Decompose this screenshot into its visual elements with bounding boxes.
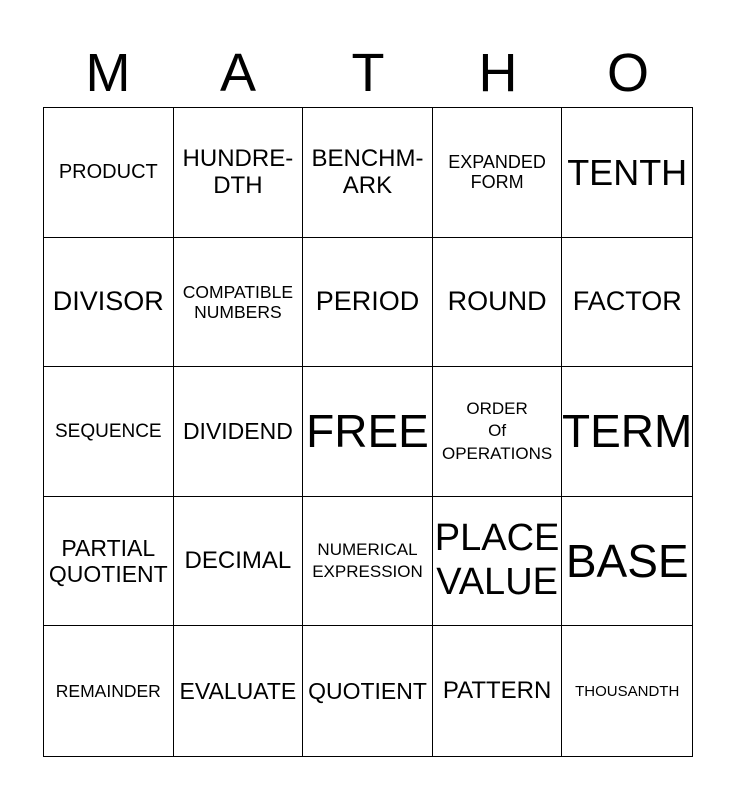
cell-label: DECIMAL <box>184 547 292 575</box>
cell-label: ORDER Of OPERATIONS <box>441 399 553 463</box>
cell-label: DIVISOR <box>52 286 164 317</box>
bingo-cell-r1-c4[interactable] <box>562 238 692 368</box>
bingo-cell-r2-c0[interactable] <box>44 367 174 497</box>
cell-label: ROUND <box>447 286 547 317</box>
header-letter-a: A <box>219 43 257 103</box>
cell-label: PATTERN <box>442 677 552 705</box>
cell-label: FACTOR <box>572 286 682 317</box>
bingo-cell-r4-c1[interactable] <box>174 626 304 756</box>
bingo-cell-r0-c3[interactable] <box>433 108 563 238</box>
bingo-header <box>43 40 693 106</box>
bingo-cell-r2-c3[interactable] <box>433 367 563 497</box>
bingo-cell-r3-c0[interactable] <box>44 497 174 627</box>
bingo-board <box>43 107 693 757</box>
cell-label: TERM <box>562 405 692 458</box>
cell-label: EVALUATE <box>179 677 297 704</box>
bingo-cell-r0-c4[interactable] <box>562 108 692 238</box>
bingo-cell-r3-c1[interactable] <box>174 497 304 627</box>
bingo-cell-r2-c2[interactable] <box>303 367 433 497</box>
header-letter-m: M <box>85 43 131 103</box>
bingo-cell-r4-c3[interactable] <box>433 626 563 756</box>
cell-label: BENCHM- ARK <box>311 144 424 200</box>
bingo-cell-r0-c0[interactable] <box>44 108 174 238</box>
cell-label: DIVIDEND <box>182 418 293 445</box>
cell-label: BASE <box>565 535 689 588</box>
bingo-cell-r1-c1[interactable] <box>174 238 304 368</box>
bingo-cell-r2-c4[interactable] <box>562 367 692 497</box>
bingo-cell-r1-c2[interactable] <box>303 238 433 368</box>
cell-label: NUMERICAL EXPRESSION <box>312 540 423 582</box>
free-space: FREE <box>306 405 429 458</box>
bingo-cell-r2-c1[interactable] <box>174 367 304 497</box>
bingo-cell-r4-c0[interactable] <box>44 626 174 756</box>
cell-label: SEQUENCE <box>54 420 162 442</box>
header-letter-o: O <box>606 43 649 103</box>
cell-label: EXPANDED FORM <box>448 151 546 193</box>
cell-label: THOUSANDTH <box>575 682 680 700</box>
cell-label: REMAINDER <box>55 680 161 701</box>
cell-label: QUOTIENT <box>308 677 427 704</box>
cell-label: COMPATIBLE NUMBERS <box>182 281 293 322</box>
cell-label: TENTH <box>567 151 688 193</box>
header-letter-h: H <box>478 43 518 103</box>
cell-label: PERIOD <box>315 286 420 317</box>
bingo-cell-r0-c1[interactable] <box>174 108 304 238</box>
cell-label: PARTIAL QUOTIENT <box>48 534 168 588</box>
bingo-cell-r3-c2[interactable] <box>303 497 433 627</box>
cell-label: HUNDRE- DTH <box>182 144 294 200</box>
cell-label: PRODUCT <box>58 160 158 183</box>
bingo-cell-r0-c2[interactable] <box>303 108 433 238</box>
bingo-cell-r3-c3[interactable] <box>433 497 563 627</box>
cell-label: PLACE VALUE <box>434 517 560 604</box>
bingo-cell-r1-c3[interactable] <box>433 238 563 368</box>
bingo-cell-r4-c4[interactable] <box>562 626 692 756</box>
header-letter-t: T <box>351 43 385 103</box>
bingo-cell-r4-c2[interactable] <box>303 626 433 756</box>
bingo-cell-r1-c0[interactable] <box>44 238 174 368</box>
bingo-cell-r3-c4[interactable] <box>562 497 692 627</box>
